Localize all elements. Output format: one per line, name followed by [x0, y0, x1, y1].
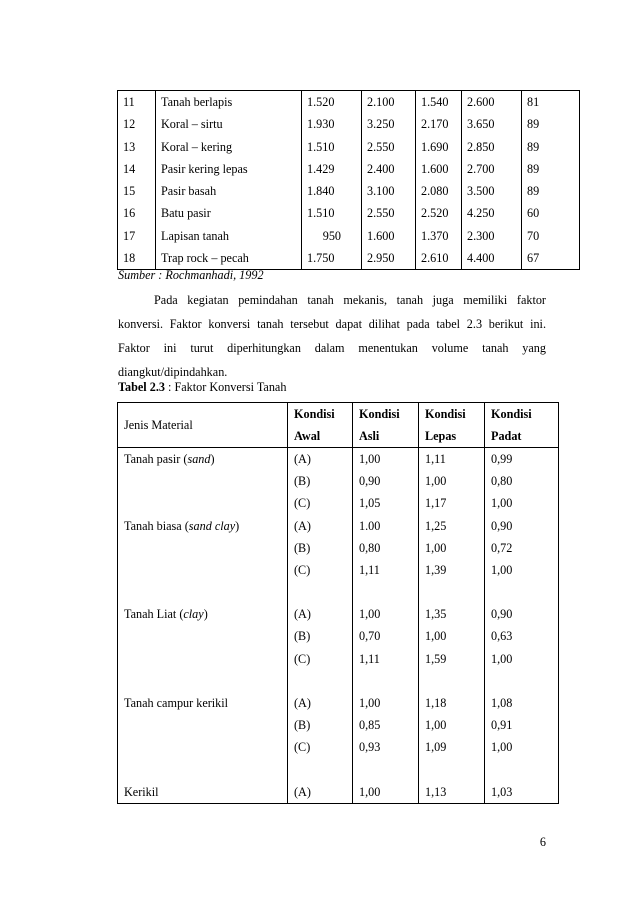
table-cell: 89 — [522, 136, 580, 158]
value-cell: 1,00 — [485, 492, 559, 514]
value-cell: 1,00 — [353, 692, 419, 714]
empty-cell — [353, 670, 419, 692]
value-cell: 1,00 — [419, 537, 485, 559]
table-cell: 2.610 — [416, 247, 462, 270]
material-name-cell — [118, 492, 288, 514]
table-row — [118, 603, 559, 625]
table-row — [118, 91, 580, 114]
value-cell: 1,00 — [353, 448, 419, 471]
table-row — [118, 113, 580, 135]
table-cell: 16 — [118, 202, 156, 224]
table-cell: 2.950 — [362, 247, 416, 270]
material-name-text: Kerikil — [124, 784, 159, 799]
table-cell: Koral – kering — [156, 136, 302, 158]
table-cell: Koral – sirtu — [156, 113, 302, 135]
empty-cell — [118, 670, 288, 692]
table-cell: 13 — [118, 136, 156, 158]
value-cell: (C) — [288, 736, 353, 758]
table-cell: 70 — [522, 225, 580, 247]
material-name-cell — [118, 470, 288, 492]
table-row — [118, 781, 559, 804]
table-row — [118, 537, 559, 559]
value-cell: 0,85 — [353, 714, 419, 736]
value-cell: 1,18 — [419, 692, 485, 714]
table-cell: 2.600 — [462, 91, 522, 114]
table-cell: Pasir basah — [156, 180, 302, 202]
header-material: Jenis Material — [118, 403, 288, 448]
table-cell: 2.550 — [362, 202, 416, 224]
value-cell: 0,63 — [485, 625, 559, 647]
table-row — [118, 648, 559, 670]
table-cell: 1.510 — [302, 202, 362, 224]
table-cell: 14 — [118, 158, 156, 180]
table-caption — [118, 380, 286, 395]
table-cell: 60 — [522, 202, 580, 224]
table-cell: 89 — [522, 113, 580, 135]
value-cell: 1,59 — [419, 648, 485, 670]
table-cell: 1.370 — [416, 225, 462, 247]
value-cell: 1,11 — [353, 648, 419, 670]
material-name-text: Tanah Liat ( — [124, 607, 184, 622]
paragraph-line: konversi. Faktor konversi tanah tersebut dapat dilihat pada tabel 2.3 berikut ini. — [118, 317, 546, 331]
table-row — [118, 158, 580, 180]
table-cell: 1.520 — [302, 91, 362, 114]
value-cell: 1,00 — [485, 648, 559, 670]
table-row — [118, 136, 580, 158]
header-kondisi-awal: Kondisi Awal — [288, 403, 353, 448]
value-cell: 1,00 — [419, 470, 485, 492]
table-row — [118, 448, 559, 471]
paragraph-line: Faktor ini turut diperhitungkan dalam menentukan volume tanah yang — [118, 341, 546, 355]
table-cell: 1.750 — [302, 247, 362, 270]
value-cell: 1,03 — [485, 781, 559, 804]
value-cell: (A) — [288, 692, 353, 714]
value-cell: 1,00 — [419, 625, 485, 647]
table-cell: 2.080 — [416, 180, 462, 202]
material-name-text: ) — [235, 518, 240, 533]
value-cell: 1,05 — [353, 492, 419, 514]
table-cell: Batu pasir — [156, 202, 302, 224]
empty-cell — [353, 581, 419, 603]
table-cell: 2.550 — [362, 136, 416, 158]
table-cell: 89 — [522, 158, 580, 180]
material-name-cell — [118, 625, 288, 647]
value-cell: 0,91 — [485, 714, 559, 736]
value-cell: 0,72 — [485, 537, 559, 559]
value-cell: 1,00 — [353, 603, 419, 625]
table-source: Sumber : Rochmanhadi, 1992 — [118, 268, 264, 282]
value-cell: 1,13 — [419, 781, 485, 804]
empty-cell — [419, 581, 485, 603]
table-cell: 2.170 — [416, 113, 462, 135]
table-row — [118, 581, 559, 603]
table-cell: 12 — [118, 113, 156, 135]
value-cell: (B) — [288, 625, 353, 647]
table-row — [118, 492, 559, 514]
table-cell: Pasir kering lepas — [156, 158, 302, 180]
table-row — [118, 670, 559, 692]
value-cell: 1,00 — [485, 736, 559, 758]
empty-cell — [353, 758, 419, 780]
material-name-text: ) — [210, 452, 215, 466]
table-cell: 1.600 — [416, 158, 462, 180]
value-cell: 1,25 — [419, 515, 485, 537]
material-name-cell — [118, 537, 288, 559]
value-cell: (B) — [288, 714, 353, 736]
value-cell: 1,00 — [353, 781, 419, 804]
material-name-italic: clay — [183, 607, 204, 622]
table-row — [118, 559, 559, 581]
table-row — [118, 247, 580, 270]
table-cell: 1.600 — [362, 225, 416, 247]
table-cell: 1.510 — [302, 136, 362, 158]
empty-cell — [118, 581, 288, 603]
table-cell: 2.520 — [416, 202, 462, 224]
table-row — [118, 180, 580, 202]
table-cell: 3.100 — [362, 180, 416, 202]
value-cell: 1,00 — [419, 714, 485, 736]
empty-cell — [288, 670, 353, 692]
table-cell: 81 — [522, 91, 580, 114]
value-cell: 0,99 — [485, 448, 559, 471]
material-name-cell — [118, 736, 288, 758]
material-weight-table — [117, 90, 580, 270]
empty-cell — [288, 581, 353, 603]
table-row — [118, 714, 559, 736]
empty-cell — [419, 758, 485, 780]
table-cell: 1.930 — [302, 113, 362, 135]
conversion-factor-table — [117, 402, 559, 804]
empty-cell — [485, 581, 559, 603]
table-row — [118, 225, 580, 247]
header-kondisi-asli: Kondisi Asli — [353, 403, 419, 448]
table-row — [118, 692, 559, 714]
material-name-cell — [118, 781, 288, 804]
value-cell: 1,11 — [353, 559, 419, 581]
table-cell: 2.400 — [362, 158, 416, 180]
value-cell: 0,93 — [353, 736, 419, 758]
value-cell: (B) — [288, 470, 353, 492]
table-cell: 17 — [118, 225, 156, 247]
material-name-text: Tanah pasir ( — [124, 452, 188, 466]
paragraph-line: Pada kegiatan pemindahan tanah mekanis, tanah juga memiliki faktor — [154, 293, 546, 307]
table-row — [118, 625, 559, 647]
table-row — [118, 758, 559, 780]
material-name-cell — [118, 692, 288, 714]
empty-cell — [419, 670, 485, 692]
table-cell: 11 — [118, 91, 156, 114]
material-name-cell — [118, 648, 288, 670]
value-cell: (A) — [288, 448, 353, 471]
empty-cell — [485, 670, 559, 692]
value-cell: 1.00 — [353, 515, 419, 537]
table-cell: 2.300 — [462, 225, 522, 247]
material-name-text: Tanah campur kerikil — [124, 695, 229, 710]
table-cell: 1.540 — [416, 91, 462, 114]
page-number: 6 — [539, 835, 546, 849]
table-cell: 3.250 — [362, 113, 416, 135]
table-header-row — [118, 403, 559, 448]
table-cell: Lapisan tanah — [156, 225, 302, 247]
table-cell: Trap rock – pecah — [156, 247, 302, 270]
value-cell: 1,00 — [485, 559, 559, 581]
header-kondisi-padat: Kondisi Padat — [485, 403, 559, 448]
value-cell: 0,90 — [485, 515, 559, 537]
material-name-cell — [118, 515, 288, 537]
value-cell: (A) — [288, 515, 353, 537]
body-paragraph — [118, 288, 546, 384]
empty-cell — [288, 758, 353, 780]
table-row — [118, 736, 559, 758]
material-name-cell — [118, 559, 288, 581]
value-cell: 0,90 — [485, 603, 559, 625]
caption-text: : Faktor Konversi Tanah — [164, 380, 287, 394]
value-cell: 1,39 — [419, 559, 485, 581]
value-cell: (B) — [288, 537, 353, 559]
table-cell: 4.250 — [462, 202, 522, 224]
material-name-cell — [118, 603, 288, 625]
empty-cell — [485, 758, 559, 780]
table-cell: 950 — [302, 225, 362, 247]
paragraph-line: diangkut/dipindahkan. — [118, 365, 228, 379]
value-cell: 0,70 — [353, 625, 419, 647]
table-cell: 2.850 — [462, 136, 522, 158]
table-row — [118, 470, 559, 492]
table-cell: 1.429 — [302, 158, 362, 180]
material-name-cell — [118, 448, 288, 471]
value-cell: 1,08 — [485, 692, 559, 714]
table-cell: 67 — [522, 247, 580, 270]
value-cell: (C) — [288, 559, 353, 581]
table-cell: 15 — [118, 180, 156, 202]
table-cell: 1.690 — [416, 136, 462, 158]
table-cell: 2.100 — [362, 91, 416, 114]
table-cell: 2.700 — [462, 158, 522, 180]
value-cell: 0,80 — [353, 537, 419, 559]
header-kondisi-lepas: Kondisi Lepas — [419, 403, 485, 448]
material-name-text: Tanah biasa ( — [124, 518, 189, 533]
value-cell: (C) — [288, 648, 353, 670]
material-name-text: ) — [203, 607, 208, 622]
caption-label: Tabel 2.3 — [118, 380, 165, 394]
value-cell: 1,35 — [419, 603, 485, 625]
empty-cell — [118, 758, 288, 780]
value-cell: 1,17 — [419, 492, 485, 514]
value-cell: 0,80 — [485, 470, 559, 492]
value-cell: (A) — [288, 603, 353, 625]
table-cell: 3.500 — [462, 180, 522, 202]
value-cell: 1,09 — [419, 736, 485, 758]
table-cell: 3.650 — [462, 113, 522, 135]
table-cell: 89 — [522, 180, 580, 202]
value-cell: (C) — [288, 492, 353, 514]
table-cell: 1.840 — [302, 180, 362, 202]
table-row — [118, 202, 580, 224]
table-cell: 18 — [118, 247, 156, 270]
value-cell: 0,90 — [353, 470, 419, 492]
material-name-italic: sand clay — [188, 518, 236, 533]
value-cell: 1,11 — [419, 448, 485, 471]
value-cell: (A) — [288, 781, 353, 804]
material-name-italic: sand — [187, 452, 211, 466]
table-cell: 4.400 — [462, 247, 522, 270]
table-cell: Tanah berlapis — [156, 91, 302, 114]
material-name-cell — [118, 714, 288, 736]
table-row — [118, 515, 559, 537]
